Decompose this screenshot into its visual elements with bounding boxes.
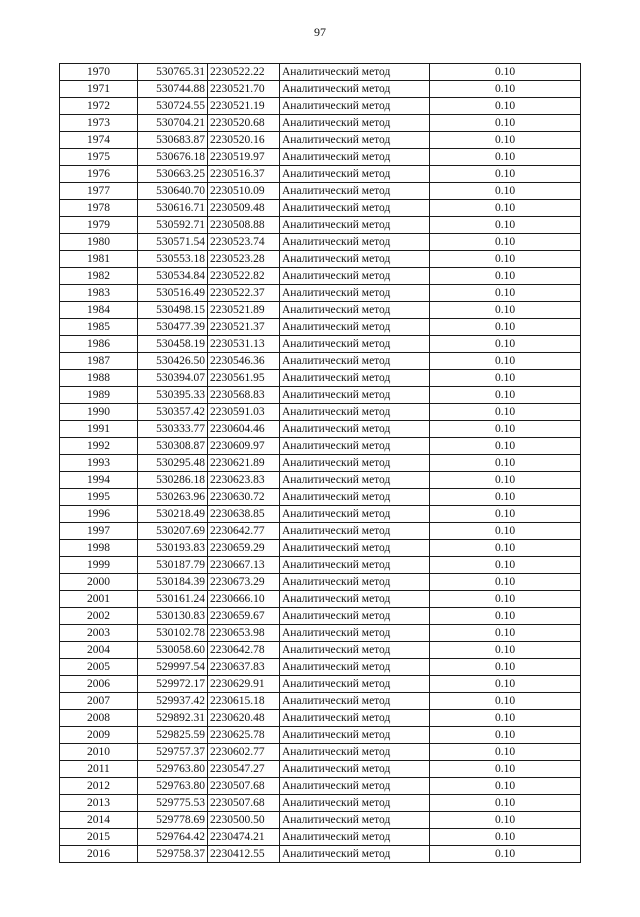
x-coordinate-cell: 530357.42 — [138, 404, 208, 421]
y-coordinate-cell: 2230637.83 — [208, 659, 280, 676]
y-coordinate-cell: 2230653.98 — [208, 625, 280, 642]
method-cell: Аналитический метод — [280, 268, 430, 285]
y-coordinate-cell: 2230508.88 — [208, 217, 280, 234]
y-coordinate-cell: 2230474.21 — [208, 829, 280, 846]
table-row — [60, 115, 581, 132]
table-row — [60, 625, 581, 642]
method-cell: Аналитический метод — [280, 727, 430, 744]
y-coordinate-cell: 2230522.22 — [208, 64, 280, 81]
accuracy-cell: 0.10 — [430, 234, 581, 251]
x-coordinate-cell: 530295.48 — [138, 455, 208, 472]
method-cell: Аналитический метод — [280, 387, 430, 404]
accuracy-cell: 0.10 — [430, 727, 581, 744]
method-cell: Аналитический метод — [280, 302, 430, 319]
point-number-cell: 2005 — [60, 659, 138, 676]
method-cell: Аналитический метод — [280, 523, 430, 540]
point-number-cell: 2001 — [60, 591, 138, 608]
point-number-cell: 2006 — [60, 676, 138, 693]
point-number-cell: 1989 — [60, 387, 138, 404]
x-coordinate-cell: 530286.18 — [138, 472, 208, 489]
point-number-cell: 2009 — [60, 727, 138, 744]
accuracy-cell: 0.10 — [430, 829, 581, 846]
table-row — [60, 489, 581, 506]
table-row — [60, 846, 581, 863]
x-coordinate-cell: 530704.21 — [138, 115, 208, 132]
point-number-cell: 1971 — [60, 81, 138, 98]
accuracy-cell: 0.10 — [430, 217, 581, 234]
method-cell: Аналитический метод — [280, 659, 430, 676]
y-coordinate-cell: 2230546.36 — [208, 353, 280, 370]
x-coordinate-cell: 529892.31 — [138, 710, 208, 727]
y-coordinate-cell: 2230615.18 — [208, 693, 280, 710]
method-cell: Аналитический метод — [280, 285, 430, 302]
x-coordinate-cell: 530395.33 — [138, 387, 208, 404]
y-coordinate-cell: 2230507.68 — [208, 778, 280, 795]
accuracy-cell: 0.10 — [430, 778, 581, 795]
y-coordinate-cell: 2230522.82 — [208, 268, 280, 285]
x-coordinate-cell: 530333.77 — [138, 421, 208, 438]
method-cell: Аналитический метод — [280, 676, 430, 693]
table-row — [60, 727, 581, 744]
accuracy-cell: 0.10 — [430, 319, 581, 336]
y-coordinate-cell: 2230521.19 — [208, 98, 280, 115]
point-number-cell: 2007 — [60, 693, 138, 710]
table-row — [60, 81, 581, 98]
x-coordinate-cell: 530058.60 — [138, 642, 208, 659]
method-cell: Аналитический метод — [280, 472, 430, 489]
y-coordinate-cell: 2230629.91 — [208, 676, 280, 693]
table-row — [60, 370, 581, 387]
point-number-cell: 1995 — [60, 489, 138, 506]
y-coordinate-cell: 2230523.74 — [208, 234, 280, 251]
point-number-cell: 1987 — [60, 353, 138, 370]
point-number-cell: 1998 — [60, 540, 138, 557]
x-coordinate-cell: 529997.54 — [138, 659, 208, 676]
table-row — [60, 404, 581, 421]
x-coordinate-cell: 529778.69 — [138, 812, 208, 829]
table-row — [60, 642, 581, 659]
point-number-cell: 1997 — [60, 523, 138, 540]
x-coordinate-cell: 530744.88 — [138, 81, 208, 98]
y-coordinate-cell: 2230666.10 — [208, 591, 280, 608]
point-number-cell: 1974 — [60, 132, 138, 149]
table-row — [60, 200, 581, 217]
table-row — [60, 829, 581, 846]
accuracy-cell: 0.10 — [430, 591, 581, 608]
accuracy-cell: 0.10 — [430, 166, 581, 183]
accuracy-cell: 0.10 — [430, 251, 581, 268]
method-cell: Аналитический метод — [280, 336, 430, 353]
x-coordinate-cell: 530394.07 — [138, 370, 208, 387]
point-number-cell: 1970 — [60, 64, 138, 81]
method-cell: Аналитический метод — [280, 234, 430, 251]
accuracy-cell: 0.10 — [430, 472, 581, 489]
accuracy-cell: 0.10 — [430, 302, 581, 319]
table-row — [60, 319, 581, 336]
y-coordinate-cell: 2230638.85 — [208, 506, 280, 523]
accuracy-cell: 0.10 — [430, 438, 581, 455]
y-coordinate-cell: 2230510.09 — [208, 183, 280, 200]
table-row — [60, 98, 581, 115]
x-coordinate-cell: 529757.37 — [138, 744, 208, 761]
accuracy-cell: 0.10 — [430, 132, 581, 149]
x-coordinate-cell: 530458.19 — [138, 336, 208, 353]
method-cell: Аналитический метод — [280, 455, 430, 472]
table-row — [60, 574, 581, 591]
y-coordinate-cell: 2230659.67 — [208, 608, 280, 625]
y-coordinate-cell: 2230630.72 — [208, 489, 280, 506]
method-cell: Аналитический метод — [280, 540, 430, 557]
table-row — [60, 761, 581, 778]
x-coordinate-cell: 530263.96 — [138, 489, 208, 506]
point-number-cell: 1994 — [60, 472, 138, 489]
y-coordinate-cell: 2230642.78 — [208, 642, 280, 659]
y-coordinate-cell: 2230547.27 — [208, 761, 280, 778]
method-cell: Аналитический метод — [280, 404, 430, 421]
accuracy-cell: 0.10 — [430, 795, 581, 812]
x-coordinate-cell: 529825.59 — [138, 727, 208, 744]
y-coordinate-cell: 2230620.48 — [208, 710, 280, 727]
method-cell: Аналитический метод — [280, 506, 430, 523]
x-coordinate-cell: 530765.31 — [138, 64, 208, 81]
method-cell: Аналитический метод — [280, 642, 430, 659]
point-number-cell: 1984 — [60, 302, 138, 319]
accuracy-cell: 0.10 — [430, 506, 581, 523]
y-coordinate-cell: 2230500.50 — [208, 812, 280, 829]
x-coordinate-cell: 530616.71 — [138, 200, 208, 217]
table-row — [60, 234, 581, 251]
x-coordinate-cell: 529758.37 — [138, 846, 208, 863]
method-cell: Аналитический метод — [280, 149, 430, 166]
table-row — [60, 183, 581, 200]
accuracy-cell: 0.10 — [430, 353, 581, 370]
accuracy-cell: 0.10 — [430, 285, 581, 302]
method-cell: Аналитический метод — [280, 489, 430, 506]
accuracy-cell: 0.10 — [430, 489, 581, 506]
method-cell: Аналитический метод — [280, 370, 430, 387]
y-coordinate-cell: 2230621.89 — [208, 455, 280, 472]
point-number-cell: 1988 — [60, 370, 138, 387]
accuracy-cell: 0.10 — [430, 676, 581, 693]
table-row — [60, 268, 581, 285]
method-cell: Аналитический метод — [280, 438, 430, 455]
method-cell: Аналитический метод — [280, 251, 430, 268]
table-row — [60, 778, 581, 795]
table-row — [60, 523, 581, 540]
method-cell: Аналитический метод — [280, 81, 430, 98]
y-coordinate-cell: 2230623.83 — [208, 472, 280, 489]
method-cell: Аналитический метод — [280, 625, 430, 642]
x-coordinate-cell: 530516.49 — [138, 285, 208, 302]
method-cell: Аналитический метод — [280, 421, 430, 438]
accuracy-cell: 0.10 — [430, 625, 581, 642]
point-number-cell: 1977 — [60, 183, 138, 200]
y-coordinate-cell: 2230519.97 — [208, 149, 280, 166]
table-row — [60, 166, 581, 183]
point-number-cell: 1990 — [60, 404, 138, 421]
accuracy-cell: 0.10 — [430, 455, 581, 472]
x-coordinate-cell: 530498.15 — [138, 302, 208, 319]
table-row — [60, 421, 581, 438]
accuracy-cell: 0.10 — [430, 336, 581, 353]
accuracy-cell: 0.10 — [430, 693, 581, 710]
point-number-cell: 2015 — [60, 829, 138, 846]
x-coordinate-cell: 530676.18 — [138, 149, 208, 166]
method-cell: Аналитический метод — [280, 98, 430, 115]
x-coordinate-cell: 530663.25 — [138, 166, 208, 183]
table-row — [60, 608, 581, 625]
method-cell: Аналитический метод — [280, 591, 430, 608]
accuracy-cell: 0.10 — [430, 115, 581, 132]
table-row — [60, 217, 581, 234]
accuracy-cell: 0.10 — [430, 98, 581, 115]
y-coordinate-cell: 2230604.46 — [208, 421, 280, 438]
x-coordinate-cell: 530477.39 — [138, 319, 208, 336]
y-coordinate-cell: 2230642.77 — [208, 523, 280, 540]
table-row — [60, 812, 581, 829]
point-number-cell: 1975 — [60, 149, 138, 166]
accuracy-cell: 0.10 — [430, 268, 581, 285]
table-row — [60, 744, 581, 761]
accuracy-cell: 0.10 — [430, 812, 581, 829]
page-number: 97 — [314, 25, 326, 39]
accuracy-cell: 0.10 — [430, 149, 581, 166]
table-row — [60, 693, 581, 710]
accuracy-cell: 0.10 — [430, 81, 581, 98]
table-row — [60, 64, 581, 81]
x-coordinate-cell: 530592.71 — [138, 217, 208, 234]
x-coordinate-cell: 530553.18 — [138, 251, 208, 268]
point-number-cell: 2000 — [60, 574, 138, 591]
accuracy-cell: 0.10 — [430, 608, 581, 625]
method-cell: Аналитический метод — [280, 710, 430, 727]
x-coordinate-cell: 530161.24 — [138, 591, 208, 608]
method-cell: Аналитический метод — [280, 795, 430, 812]
y-coordinate-cell: 2230520.68 — [208, 115, 280, 132]
table-row — [60, 557, 581, 574]
point-number-cell: 1999 — [60, 557, 138, 574]
point-number-cell: 1996 — [60, 506, 138, 523]
point-number-cell: 1976 — [60, 166, 138, 183]
point-number-cell: 1993 — [60, 455, 138, 472]
y-coordinate-cell: 2230507.68 — [208, 795, 280, 812]
point-number-cell: 2004 — [60, 642, 138, 659]
y-coordinate-cell: 2230659.29 — [208, 540, 280, 557]
point-number-cell: 1991 — [60, 421, 138, 438]
x-coordinate-cell: 529775.53 — [138, 795, 208, 812]
table-row — [60, 149, 581, 166]
accuracy-cell: 0.10 — [430, 523, 581, 540]
point-number-cell: 1973 — [60, 115, 138, 132]
y-coordinate-cell: 2230561.95 — [208, 370, 280, 387]
point-number-cell: 1979 — [60, 217, 138, 234]
table-row — [60, 455, 581, 472]
coordinates-table — [59, 63, 581, 863]
y-coordinate-cell: 2230602.77 — [208, 744, 280, 761]
method-cell: Аналитический метод — [280, 846, 430, 863]
table-row — [60, 472, 581, 489]
method-cell: Аналитический метод — [280, 778, 430, 795]
table-row — [60, 353, 581, 370]
y-coordinate-cell: 2230568.83 — [208, 387, 280, 404]
table-row — [60, 285, 581, 302]
x-coordinate-cell: 530534.84 — [138, 268, 208, 285]
x-coordinate-cell: 529937.42 — [138, 693, 208, 710]
table-row — [60, 387, 581, 404]
x-coordinate-cell: 529763.80 — [138, 778, 208, 795]
point-number-cell: 1980 — [60, 234, 138, 251]
y-coordinate-cell: 2230509.48 — [208, 200, 280, 217]
x-coordinate-cell: 530683.87 — [138, 132, 208, 149]
y-coordinate-cell: 2230523.28 — [208, 251, 280, 268]
y-coordinate-cell: 2230609.97 — [208, 438, 280, 455]
method-cell: Аналитический метод — [280, 693, 430, 710]
point-number-cell: 2003 — [60, 625, 138, 642]
y-coordinate-cell: 2230520.16 — [208, 132, 280, 149]
accuracy-cell: 0.10 — [430, 387, 581, 404]
point-number-cell: 2013 — [60, 795, 138, 812]
accuracy-cell: 0.10 — [430, 421, 581, 438]
method-cell: Аналитический метод — [280, 166, 430, 183]
method-cell: Аналитический метод — [280, 761, 430, 778]
method-cell: Аналитический метод — [280, 744, 430, 761]
accuracy-cell: 0.10 — [430, 659, 581, 676]
table-row — [60, 676, 581, 693]
x-coordinate-cell: 530207.69 — [138, 523, 208, 540]
accuracy-cell: 0.10 — [430, 761, 581, 778]
point-number-cell: 2014 — [60, 812, 138, 829]
x-coordinate-cell: 530187.79 — [138, 557, 208, 574]
point-number-cell: 1978 — [60, 200, 138, 217]
accuracy-cell: 0.10 — [430, 404, 581, 421]
method-cell: Аналитический метод — [280, 183, 430, 200]
y-coordinate-cell: 2230412.55 — [208, 846, 280, 863]
x-coordinate-cell: 530308.87 — [138, 438, 208, 455]
table-row — [60, 336, 581, 353]
point-number-cell: 1982 — [60, 268, 138, 285]
point-number-cell: 1986 — [60, 336, 138, 353]
point-number-cell: 2016 — [60, 846, 138, 863]
method-cell: Аналитический метод — [280, 200, 430, 217]
coordinates-table-body — [60, 64, 581, 863]
x-coordinate-cell: 530724.55 — [138, 98, 208, 115]
y-coordinate-cell: 2230591.03 — [208, 404, 280, 421]
point-number-cell: 1992 — [60, 438, 138, 455]
x-coordinate-cell: 530130.83 — [138, 608, 208, 625]
y-coordinate-cell: 2230625.78 — [208, 727, 280, 744]
point-number-cell: 2008 — [60, 710, 138, 727]
point-number-cell: 1981 — [60, 251, 138, 268]
accuracy-cell: 0.10 — [430, 744, 581, 761]
x-coordinate-cell: 529972.17 — [138, 676, 208, 693]
x-coordinate-cell: 530640.70 — [138, 183, 208, 200]
table-row — [60, 132, 581, 149]
method-cell: Аналитический метод — [280, 217, 430, 234]
point-number-cell: 1983 — [60, 285, 138, 302]
accuracy-cell: 0.10 — [430, 557, 581, 574]
table-row — [60, 438, 581, 455]
method-cell: Аналитический метод — [280, 608, 430, 625]
x-coordinate-cell: 530218.49 — [138, 506, 208, 523]
accuracy-cell: 0.10 — [430, 370, 581, 387]
accuracy-cell: 0.10 — [430, 574, 581, 591]
table-row — [60, 251, 581, 268]
method-cell: Аналитический метод — [280, 132, 430, 149]
accuracy-cell: 0.10 — [430, 846, 581, 863]
table-row — [60, 591, 581, 608]
table-row — [60, 795, 581, 812]
method-cell: Аналитический метод — [280, 115, 430, 132]
method-cell: Аналитический метод — [280, 812, 430, 829]
point-number-cell: 1972 — [60, 98, 138, 115]
x-coordinate-cell: 530102.78 — [138, 625, 208, 642]
method-cell: Аналитический метод — [280, 829, 430, 846]
accuracy-cell: 0.10 — [430, 183, 581, 200]
accuracy-cell: 0.10 — [430, 200, 581, 217]
y-coordinate-cell: 2230521.37 — [208, 319, 280, 336]
method-cell: Аналитический метод — [280, 64, 430, 81]
y-coordinate-cell: 2230516.37 — [208, 166, 280, 183]
x-coordinate-cell: 529764.42 — [138, 829, 208, 846]
y-coordinate-cell: 2230521.70 — [208, 81, 280, 98]
method-cell: Аналитический метод — [280, 353, 430, 370]
table-row — [60, 302, 581, 319]
y-coordinate-cell: 2230667.13 — [208, 557, 280, 574]
method-cell: Аналитический метод — [280, 574, 430, 591]
table-row — [60, 506, 581, 523]
x-coordinate-cell: 530193.83 — [138, 540, 208, 557]
accuracy-cell: 0.10 — [430, 540, 581, 557]
point-number-cell: 1985 — [60, 319, 138, 336]
x-coordinate-cell: 530571.54 — [138, 234, 208, 251]
y-coordinate-cell: 2230522.37 — [208, 285, 280, 302]
x-coordinate-cell: 529763.80 — [138, 761, 208, 778]
table-row — [60, 540, 581, 557]
accuracy-cell: 0.10 — [430, 710, 581, 727]
point-number-cell: 2002 — [60, 608, 138, 625]
accuracy-cell: 0.10 — [430, 64, 581, 81]
accuracy-cell: 0.10 — [430, 642, 581, 659]
table-row — [60, 659, 581, 676]
point-number-cell: 2012 — [60, 778, 138, 795]
x-coordinate-cell: 530426.50 — [138, 353, 208, 370]
y-coordinate-cell: 2230521.89 — [208, 302, 280, 319]
method-cell: Аналитический метод — [280, 557, 430, 574]
x-coordinate-cell: 530184.39 — [138, 574, 208, 591]
point-number-cell: 2011 — [60, 761, 138, 778]
point-number-cell: 2010 — [60, 744, 138, 761]
y-coordinate-cell: 2230531.13 — [208, 336, 280, 353]
method-cell: Аналитический метод — [280, 319, 430, 336]
table-row — [60, 710, 581, 727]
y-coordinate-cell: 2230673.29 — [208, 574, 280, 591]
